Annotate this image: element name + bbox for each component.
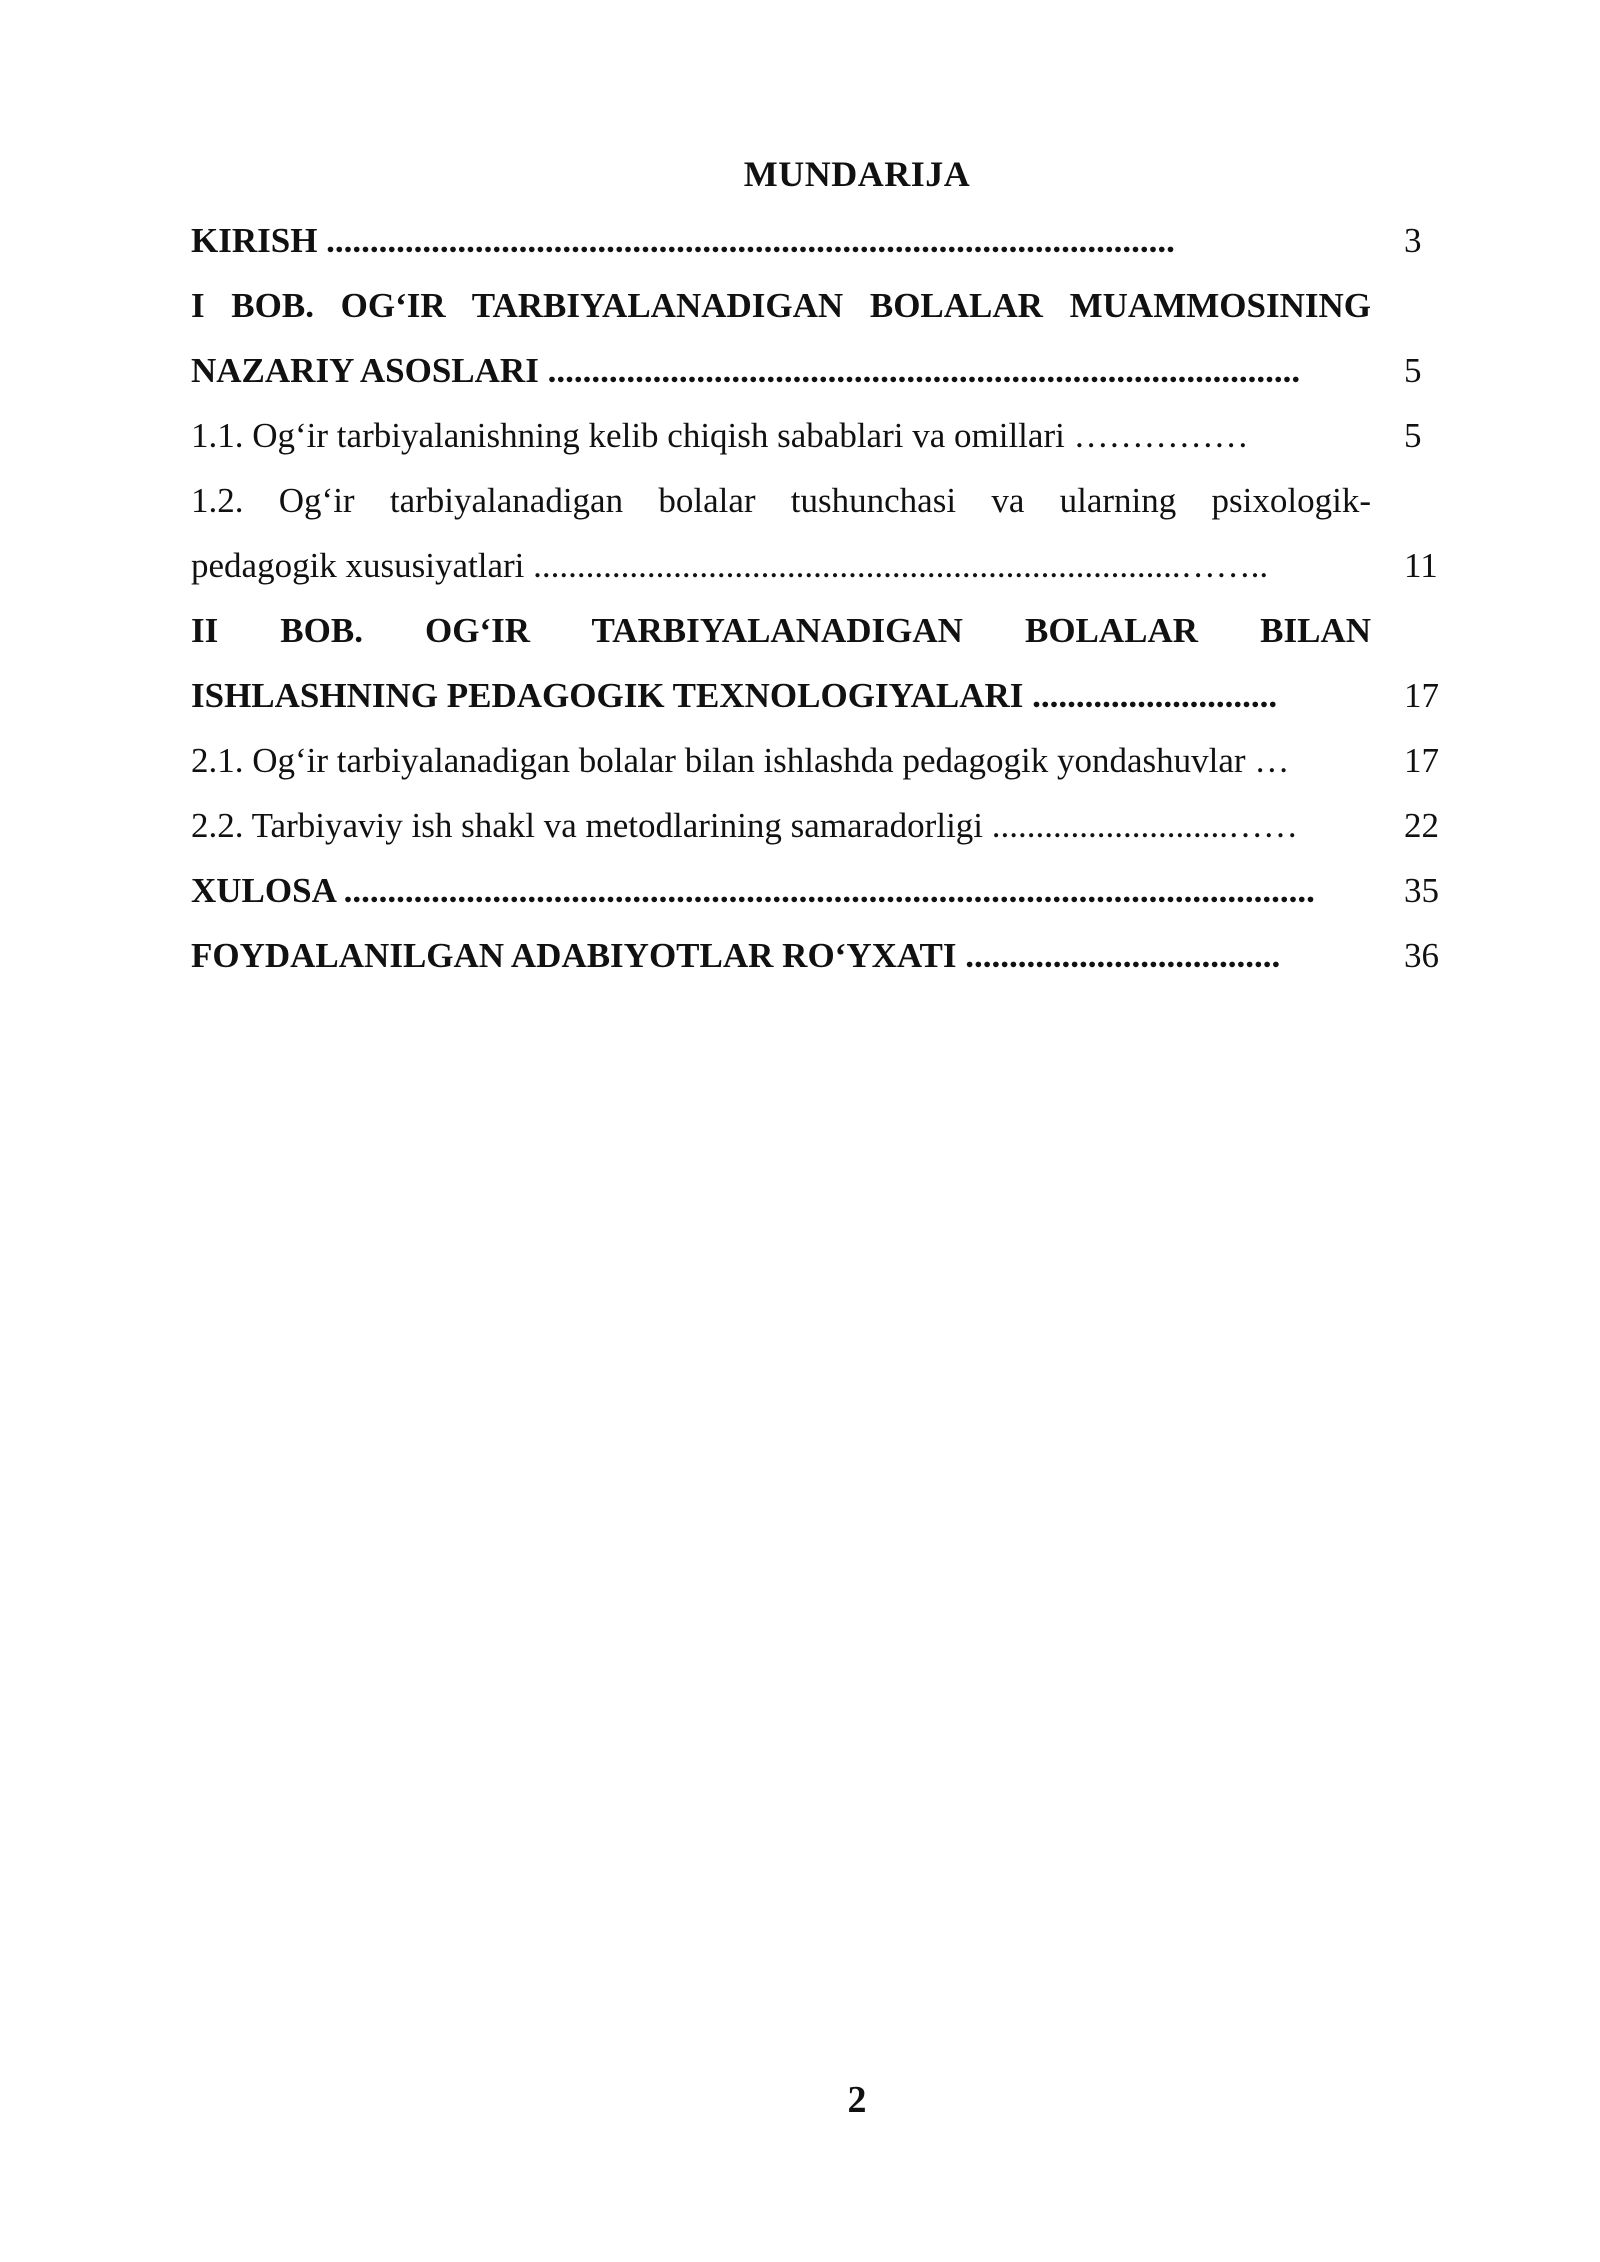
toc-entry-section-1-2-line-1 xyxy=(191,468,1431,533)
toc-entry-page: 11 xyxy=(1404,546,1438,585)
toc-entry-chapter-1-line-1 xyxy=(191,273,1431,338)
toc-entry-kirish xyxy=(191,208,1431,273)
toc-entry-page: 36 xyxy=(1404,936,1439,975)
toc-entry-references xyxy=(191,923,1439,988)
toc-entry-chapter-2-line-1 xyxy=(191,598,1431,663)
toc-entry-section-2-2 xyxy=(191,793,1439,858)
toc-entry-text: pedagogik xususiyatlari ..........................................................................…….. xyxy=(191,546,1269,585)
toc-entry-text: NAZARIY ASOSLARI ...................................................................................... xyxy=(191,351,1301,390)
toc-entry-section-2-1 xyxy=(191,728,1439,793)
toc-entry-page: 5 xyxy=(1404,416,1422,455)
toc-entry-text: KIRISH ................................................................................................. xyxy=(191,221,1175,260)
toc-entry-text: 2.2. Tarbiyaviy ish shakl va metodlarining samaradorligi ...........................…… xyxy=(191,806,1299,845)
toc-entry-page: 35 xyxy=(1404,871,1439,910)
toc-entry-text: XULOSA ............................................................................................................... xyxy=(191,871,1315,910)
toc-entry-page: 5 xyxy=(1404,351,1422,390)
toc-entry-text: II BOB. OG‘IR TARBIYALANADIGAN BOLALAR BILAN xyxy=(191,611,1371,650)
toc-title: MUNDARIJA xyxy=(743,154,971,194)
toc-entry-text: 2.1. Og‘ir tarbiyalanadigan bolalar bilan ishlashda pedagogik yondashuvlar … xyxy=(191,741,1290,780)
table-of-contents xyxy=(191,208,1439,988)
toc-entry-page: 17 xyxy=(1404,741,1439,780)
toc-entry-page: 22 xyxy=(1404,806,1439,845)
toc-entry-text: 1.2. Og‘ir tarbiyalanadigan bolalar tushunchasi va ularning psixologik- xyxy=(191,481,1371,520)
toc-entry-text: 1.1. Og‘ir tarbiyalanishning kelib chiqish sabablari va omillari …………… xyxy=(191,416,1249,455)
toc-entry-chapter-1-line-2 xyxy=(191,338,1431,403)
toc-entry-chapter-2-line-2 xyxy=(191,663,1439,728)
toc-entry-page: 3 xyxy=(1404,221,1422,260)
toc-entry-section-1-2-line-2 xyxy=(191,533,1438,598)
toc-entry-section-1-1 xyxy=(191,403,1431,468)
toc-entry-xulosa xyxy=(191,858,1439,923)
toc-entry-text: I BOB. OG‘IR TARBIYALANADIGAN BOLALAR MUAMMOSINING xyxy=(191,286,1371,325)
toc-entry-page: 17 xyxy=(1404,676,1439,715)
toc-entry-text: FOYDALANILGAN ADABIYOTLAR RO‘YXATI .................................... xyxy=(191,936,1281,975)
toc-entry-text: ISHLASHNING PEDAGOGIK TEXNOLOGIYALARI ............................ xyxy=(191,676,1278,715)
page-number: 2 xyxy=(847,2079,867,2121)
